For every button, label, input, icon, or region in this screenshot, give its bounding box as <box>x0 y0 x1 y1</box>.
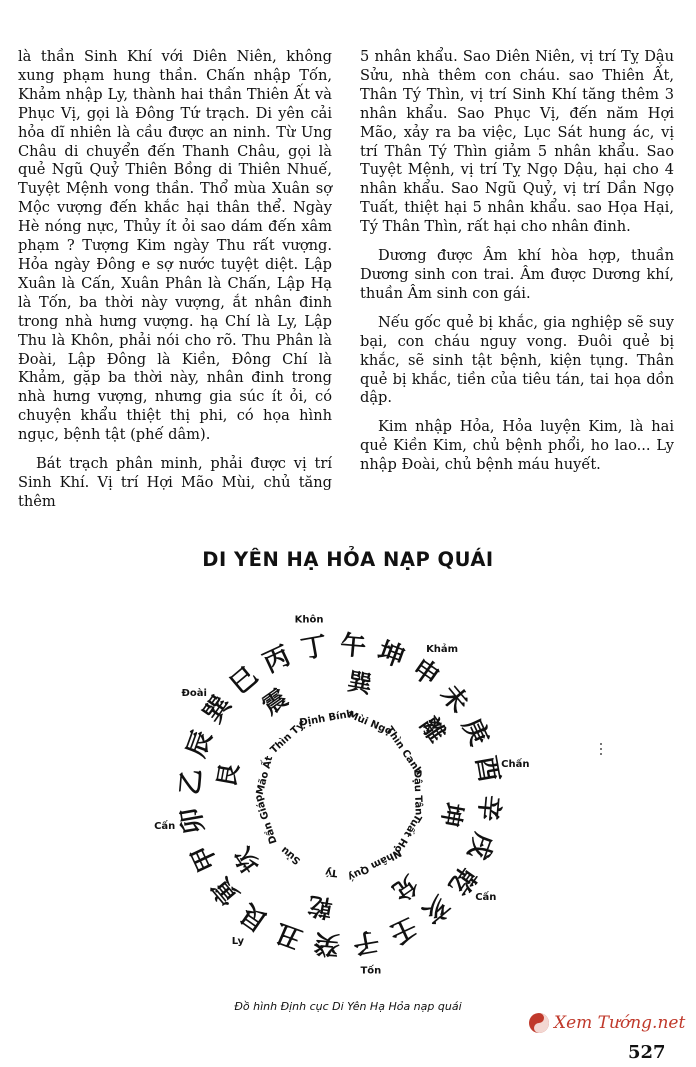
ring-char-0: 丁 <box>298 631 330 666</box>
ring-char-12: 子 <box>350 924 382 959</box>
ring-char-2: 坤 <box>373 636 409 674</box>
left-text-column <box>18 48 332 522</box>
outer-label-4: Khôn <box>294 614 324 626</box>
ring-char-6: 酉 <box>469 753 504 785</box>
outer-label-2: Cấn <box>154 820 176 832</box>
inner-label-10: Thìn Tỵ <box>268 720 307 757</box>
outer-char-2: 坤 <box>435 800 469 830</box>
outer-label-6: Chấn <box>501 759 530 771</box>
ring-char-1: 午 <box>338 630 368 663</box>
outer-label-0: Tốn <box>360 965 382 977</box>
outer-label-7: Cấn <box>475 892 497 904</box>
outer-char-1: 離 <box>414 711 453 748</box>
outer-char-0: 巽 <box>345 666 375 700</box>
right-paragraph-3: Nếu gốc quẻ bị khắc, gia nghiệp sẽ suy bại, con cháu nguy vong. Đuôi quẻ bị khắc, sẽ sinh tật bệnh, kiện tụng. Thân quẻ bị khắc, tiền của tiêu tán, tai họa dồn dập. <box>360 313 674 407</box>
outer-char-6: 艮 <box>211 760 245 790</box>
ring-char-13: 癸 <box>312 927 342 960</box>
left-paragraph-2: Bát trạch phân minh, phải được vị trí Sinh Khí. Vị trí Hợi Mão Mùi, chủ tăng thêm <box>18 455 332 510</box>
ring-char-19: 乙 <box>175 767 208 797</box>
yin-yang-icon <box>528 1012 550 1034</box>
inner-label-6: Tý <box>324 865 339 879</box>
inner-label-8: Dần Giáp <box>253 793 280 846</box>
right-text-column <box>360 48 674 485</box>
scan-specks <box>600 740 606 760</box>
diagram-heading: DI YÊN HẠ HỎA NẠP QUÁI <box>202 548 494 571</box>
inner-label-5: Nhâm Quý <box>345 846 403 883</box>
outer-char-4: 乾 <box>305 890 335 924</box>
outer-char-3: 兌 <box>387 869 424 908</box>
ring-char-3: 申 <box>406 653 445 693</box>
ring-char-5: 庚 <box>455 713 495 751</box>
ring-char-7: 辛 <box>472 793 505 823</box>
ring-char-14: 丑 <box>271 916 307 954</box>
ring-char-22: 巳 <box>224 660 264 701</box>
inner-label-9: Mão Ất <box>254 754 276 797</box>
left-paragraph-1: là thần Sinh Khí với Diên Niên, không xung phạm hung thần. Chấn nhập Tốn, Khảm nhập Ly, thành hai thần Thiên Ất và Phục Vị, gọi là Đông Tứ trạch. Di yên cải hỏa dĩ nhiên là cầu được an ninh. Từ Ung Châu di chuyển đến Thanh Châu, gọi là quẻ Ngũ Quỷ Thiên Bồng di Thiên Nhuế, Tuyệt Mệnh vong thần. Thổ mùa Xuân sợ Mộc vượng đến khắc hại thân thể. Ngày Hè nóng nực, Thủy ít ỏi sao dám đến xâm phạm ? Tượng Kim ngày Thu rất vượng. Hỏa ngày Đông e sợ nước tuyệt diệt. Lập Xuân là Cấn, Xuân Phân là Chấn, Lập Hạ là Tốn, ba thời này vượng, ắt nhân đinh trong nhà hưng vượng. hạ Chí là Ly, Lập Thu là Khôn, phải nói cho rõ. Thu Phân là Đoài, Lập Đông là Kiền, Đông Chí là Khảm, gặp ba thời này, nhân đinh trong nhà hưng vượng, nhưng gia súc ít ỏi, có chuyện khẩu thiệt thị phi, có họa hình ngục, bệnh tật (phế dâm). <box>18 48 332 444</box>
inner-labels <box>251 708 425 884</box>
ring-char-10: 亥 <box>416 889 456 930</box>
right-paragraph-1: 5 nhân khẩu. Sao Diên Niên, vị trí Tỵ Dậu Sửu, nhà thêm con cháu. sao Thiên Ất, Thân Tý Thìn, vị trí Sinh Khí tăng thêm 3 nhân khẩu. Sao Phục Vị, đến năm Hợi Mão, xảy ra ba việc, Lục Sát hung ác, vị trí Thân Tý Thìn giảm 5 nhân khẩu. Sao Tuyệt Mệnh, vị trí Tỵ Ngọ Dậu, hại cho 4 nhân khẩu. Sao Ngũ Quỷ, vị trí Dần Ngọ Tuất, thiệt hại 5 nhân khẩu. sao Họa Hại, Tý Thân Thìn, rất hại cho nhân đinh. <box>360 48 674 236</box>
ring-char-23: 丙 <box>258 640 296 680</box>
ring-char-17: 甲 <box>185 839 225 877</box>
ring-char-20: 辰 <box>181 726 219 762</box>
figure-caption: Đồ hình Định cục Di Yên Hạ Hỏa nạp quái <box>234 1000 462 1013</box>
ring-characters <box>175 630 504 961</box>
ring-char-15: 艮 <box>235 897 274 937</box>
nap-quai-diagram <box>154 590 530 990</box>
outer-label-1: Ly <box>231 935 245 947</box>
right-paragraph-4: Kim nhập Hỏa, Hỏa luyện Kim, là hai quẻ Kiền Kim, chủ bệnh phổi, ho lao... Ly nhập Đoài, chủ bệnh máu huyết. <box>360 418 674 474</box>
ring-char-21: 巽 <box>198 690 238 729</box>
right-paragraph-2: Dương được Âm khí hòa hợp, thuần Dương sinh con trai. Âm được Dương khí, thuần Âm sinh con gái. <box>360 247 674 302</box>
watermark-logo <box>528 1012 685 1034</box>
outer-labels <box>154 614 529 977</box>
outer-label-5: Khảm <box>426 644 459 656</box>
ring-char-4: 未 <box>434 679 475 719</box>
inner-label-4: Tuất Hợi <box>389 812 424 858</box>
inner-label-2: Thìn Canh <box>383 724 425 778</box>
outer-char-5: 坎 <box>227 842 266 879</box>
outer-char-7: 震 <box>256 682 293 721</box>
outer-label-3: Đoài <box>181 687 207 699</box>
watermark-text: Xem Tướng.net <box>554 1013 686 1033</box>
outer-characters <box>211 666 468 923</box>
inner-label-0: Định Bính <box>298 708 355 729</box>
inner-label-7: Sửu <box>279 844 303 867</box>
inner-label-3: Dậu Tân <box>411 769 424 816</box>
ring-char-16: 寅 <box>205 871 246 911</box>
inner-label-1: Mùi Ngọ <box>346 709 394 738</box>
ring-char-18: 卯 <box>176 805 211 837</box>
ring-char-9: 乾 <box>442 861 482 900</box>
page-number: 527 <box>628 1042 666 1063</box>
ring-char-8: 戌 <box>461 828 499 864</box>
ring-char-11: 壬 <box>384 910 422 950</box>
